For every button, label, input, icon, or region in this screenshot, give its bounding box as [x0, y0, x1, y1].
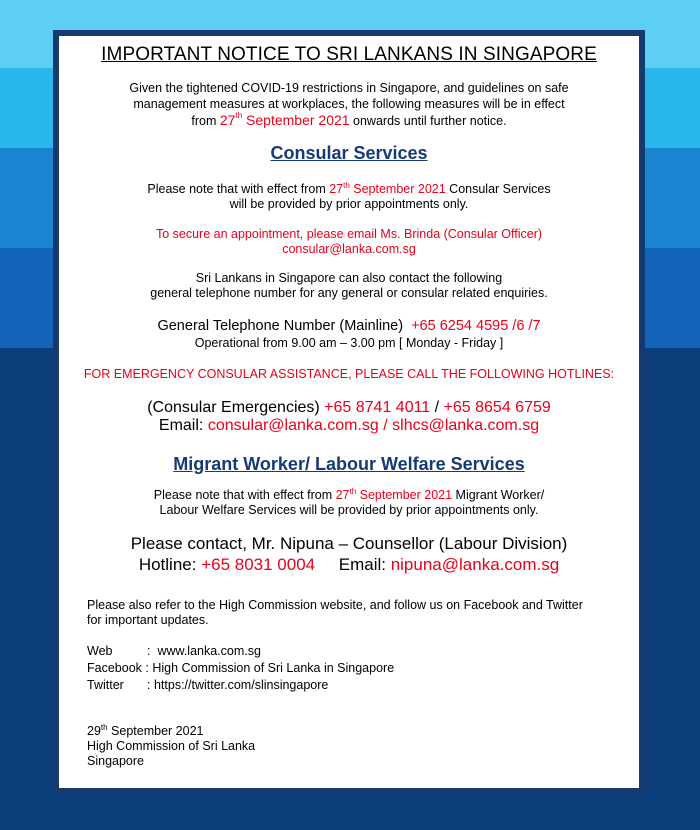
- migrant-note-line-1: Please note that with effect from 27th September 2021 Migrant Worker/: [153, 487, 545, 502]
- refer-line-2: for important updates.: [87, 613, 209, 627]
- emergency-phone-2[interactable]: +65 8654 6759: [443, 399, 551, 416]
- notice-title: IMPORTANT NOTICE TO SRI LANKANS IN SINGAPORE: [101, 44, 597, 65]
- emergency-phone-1[interactable]: +65 8741 4011: [324, 399, 431, 416]
- refer-line-1: Please also refer to the High Commission website, and follow us on Facebook and Twitter: [87, 598, 583, 612]
- emergency-heading: FOR EMERGENCY CONSULAR ASSISTANCE, PLEASE CALL THE FOLLOWING HOTLINES:: [83, 367, 615, 381]
- footer-date: 29th September 2021: [87, 723, 204, 738]
- intro-line-2: management measures at workplaces, the following measures will be in effect: [133, 97, 565, 111]
- general-telephone: General Telephone Number (Mainline) +65 6254 4595 /6 /7: [157, 318, 541, 334]
- general-telephone-number[interactable]: +65 6254 4595 /6 /7: [411, 318, 541, 334]
- labour-hotline-email: Hotline: +65 8031 0004 Email: nipuna@lanka.com.sg: [138, 555, 560, 574]
- appointment-line-1: To secure an appointment, please email Ms. Brinda (Consular Officer): [155, 227, 543, 241]
- contact-line-1: Sri Lankans in Singapore can also contact the following: [195, 271, 503, 285]
- web-row: Web : www.lanka.com.sg: [87, 644, 261, 658]
- consular-note-line-1: Please note that with effect from 27th September 2021 Consular Services: [147, 181, 551, 196]
- appointment-email[interactable]: consular@lanka.com.sg: [282, 242, 416, 256]
- twitter-row: Twitter : https://twitter.com/slinsingapore: [87, 678, 329, 692]
- emergency-phones: (Consular Emergencies) +65 8741 4011 / +65 8654 6759: [147, 399, 551, 416]
- labour-contact: Please contact, Mr. Nipuna – Counsellor (Labour Division): [130, 534, 568, 553]
- twitter-link[interactable]: https://twitter.com/slinsingapore: [153, 678, 329, 692]
- facebook-row: Facebook : High Commission of Sri Lanka in Singapore: [87, 661, 395, 675]
- labour-hotline[interactable]: +65 8031 0004: [201, 555, 316, 574]
- operating-hours: Operational from 9.00 am – 3.00 pm [ Monday - Friday ]: [194, 336, 504, 350]
- intro-line-3: from 27th September 2021 onwards until further notice.: [191, 111, 507, 128]
- footer-city: Singapore: [87, 754, 144, 768]
- contact-line-2: general telephone number for any general or consular related enquiries.: [150, 286, 548, 300]
- intro-line-1: Given the tightened COVID-19 restrictions in Singapore, and guidelines on safe: [129, 81, 569, 95]
- emergency-email-values[interactable]: consular@lanka.com.sg / slhcs@lanka.com.sg: [207, 417, 540, 434]
- web-link[interactable]: www.lanka.com.sg: [157, 644, 261, 658]
- notice-sheet: [59, 36, 639, 788]
- consular-note-line-2: will be provided by prior appointments only.: [229, 197, 469, 211]
- facebook-link[interactable]: High Commission of Sri Lanka in Singapore: [152, 661, 395, 675]
- consular-heading: Consular Services: [270, 143, 428, 163]
- footer-organisation: High Commission of Sri Lanka: [87, 739, 256, 753]
- labour-email[interactable]: nipuna@lanka.com.sg: [390, 555, 560, 574]
- emergency-emails: Email: consular@lanka.com.sg / slhcs@lanka.com.sg: [158, 417, 540, 434]
- migrant-heading: Migrant Worker/ Labour Welfare Services: [173, 454, 525, 474]
- migrant-note-line-2: Labour Welfare Services will be provided by prior appointments only.: [159, 503, 539, 517]
